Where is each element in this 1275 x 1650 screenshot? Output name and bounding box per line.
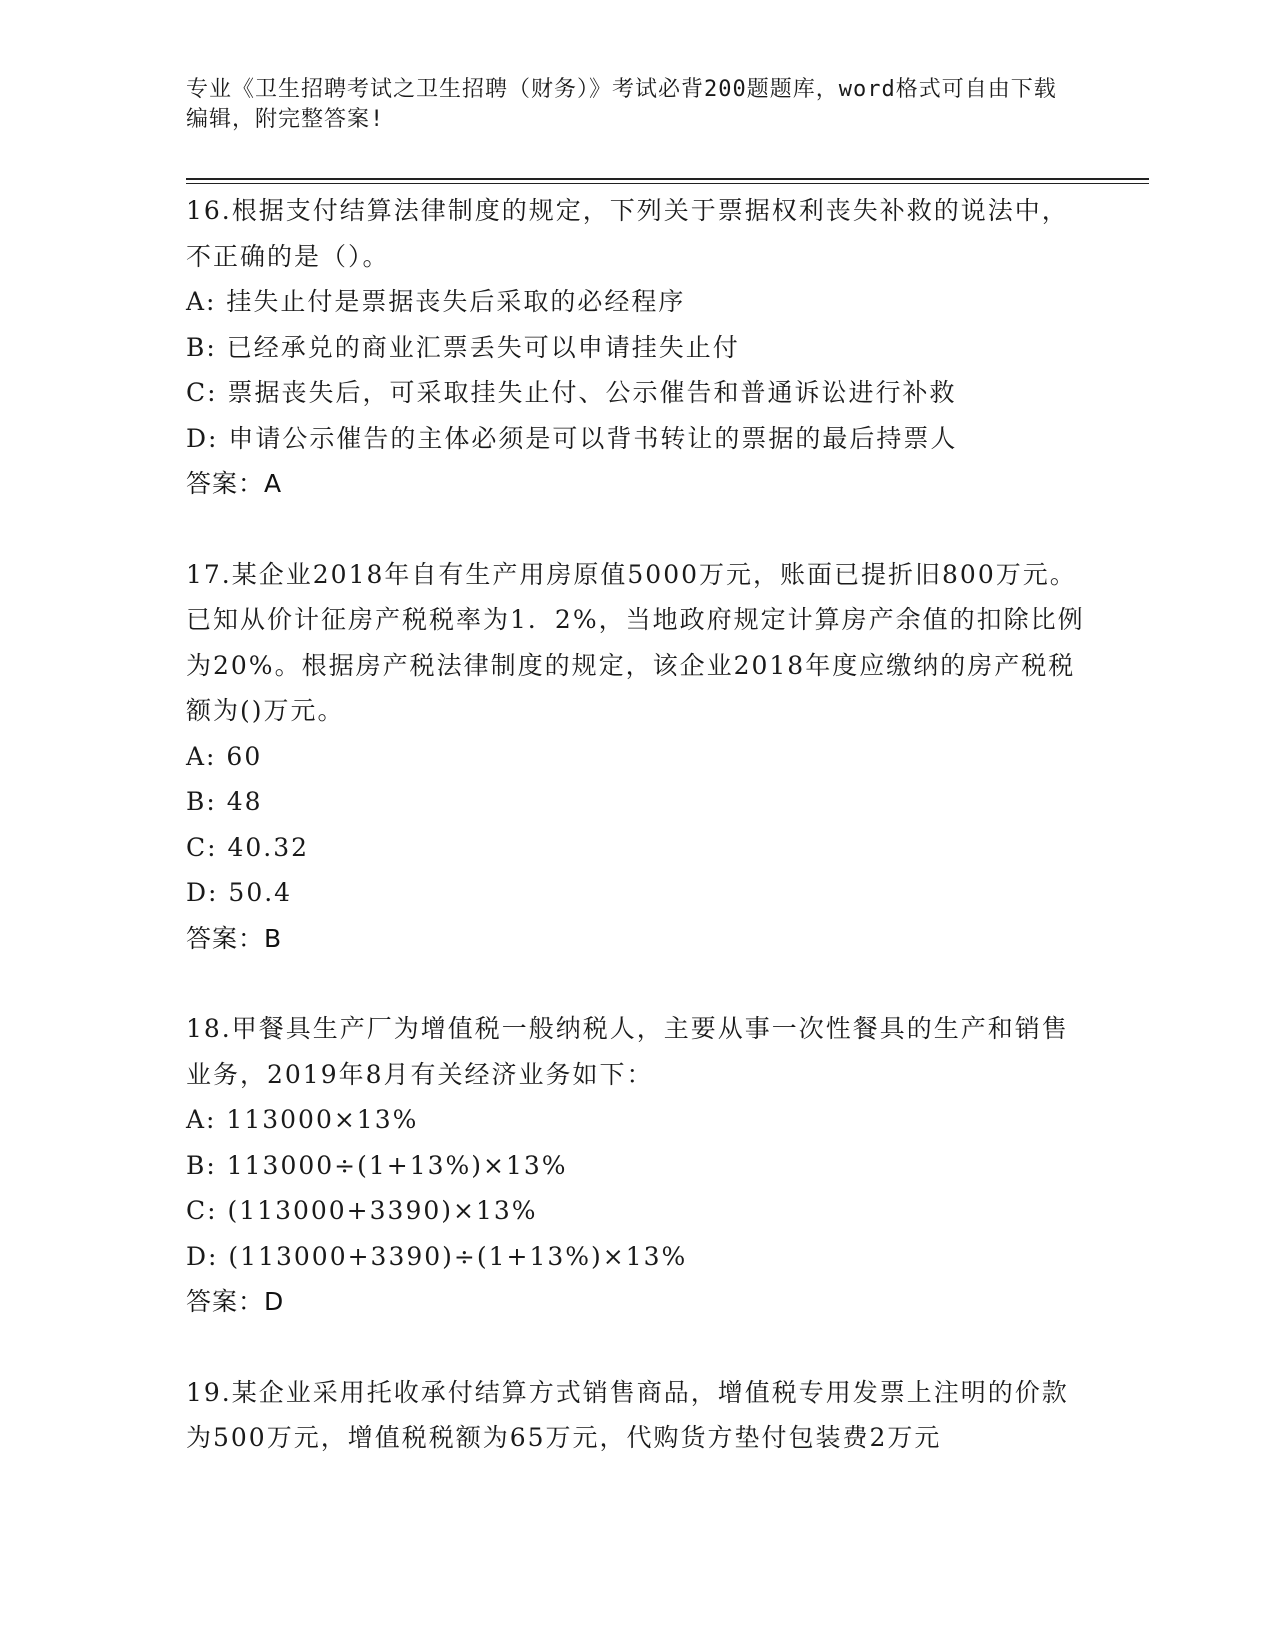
question-stem: 17.某企业2018年自有生产用房原值5000万元，账面已提折旧800万元。已知从价计征房产税税率为1．2%，当地政府规定计算房产余值的扣除比例为20%。根据房产税法律制度的规定，该企业2018年度应缴纳的房产税税额为()万元。	[186, 559, 1085, 725]
option-a: A: 113000×13%	[186, 1105, 419, 1134]
option-b: B: 113000÷(1+13%)×13%	[186, 1150, 568, 1180]
question-17	[186, 552, 1086, 962]
spacer	[186, 961, 1086, 1006]
question-19	[186, 1370, 1086, 1461]
header-divider-thin	[186, 183, 1149, 184]
answer-line: 答案：A	[186, 469, 283, 498]
document-header: 专业《卫生招聘考试之卫生招聘（财务）》考试必背200题题库，word格式可自由下载编辑，附完整答案!	[186, 77, 1057, 132]
option-d: D: 申请公示催告的主体必须是可以背书转让的票据的最后持票人	[186, 423, 958, 453]
option-d: D: (113000+3390)÷(1+13%)×13%	[186, 1241, 688, 1271]
question-16	[186, 188, 1086, 507]
option-c: C: 票据丧失后，可采取挂失止付、公示催告和普通诉讼进行补救	[186, 378, 957, 407]
question-18	[186, 1006, 1086, 1325]
option-d: D: 50.4	[186, 878, 293, 907]
spacer	[186, 1325, 1086, 1370]
spacer	[186, 507, 1086, 552]
answer-line: 答案：D	[186, 1287, 285, 1316]
question-stem: 19.某企业采用托收承付结算方式销售商品，增值税专用发票上注明的价款为500万元，增值税税额为65万元，代购货方垫付包装费2万元	[186, 1377, 1069, 1452]
option-b: B: 已经承兑的商业汇票丢失可以申请挂失止付	[186, 332, 740, 362]
header-divider-thick	[186, 178, 1149, 180]
question-stem: 16.根据支付结算法律制度的规定，下列关于票据权利丧失补救的说法中，不正确的是（）。	[186, 196, 1069, 271]
option-c: C: (113000+3390)×13%	[186, 1196, 538, 1225]
option-a: A: 挂失止付是票据丧失后采取的必经程序	[186, 287, 686, 316]
question-stem: 18.甲餐具生产厂为增值税一般纳税人，主要从事一次性餐具的生产和销售业务，2019年8月有关经济业务如下：	[186, 1014, 1069, 1089]
option-a: A: 60	[186, 741, 263, 771]
option-c: C: 40.32	[186, 832, 310, 862]
option-b: B: 48	[186, 787, 263, 816]
question-list	[186, 188, 1086, 1461]
answer-line: 答案：B	[186, 923, 283, 953]
